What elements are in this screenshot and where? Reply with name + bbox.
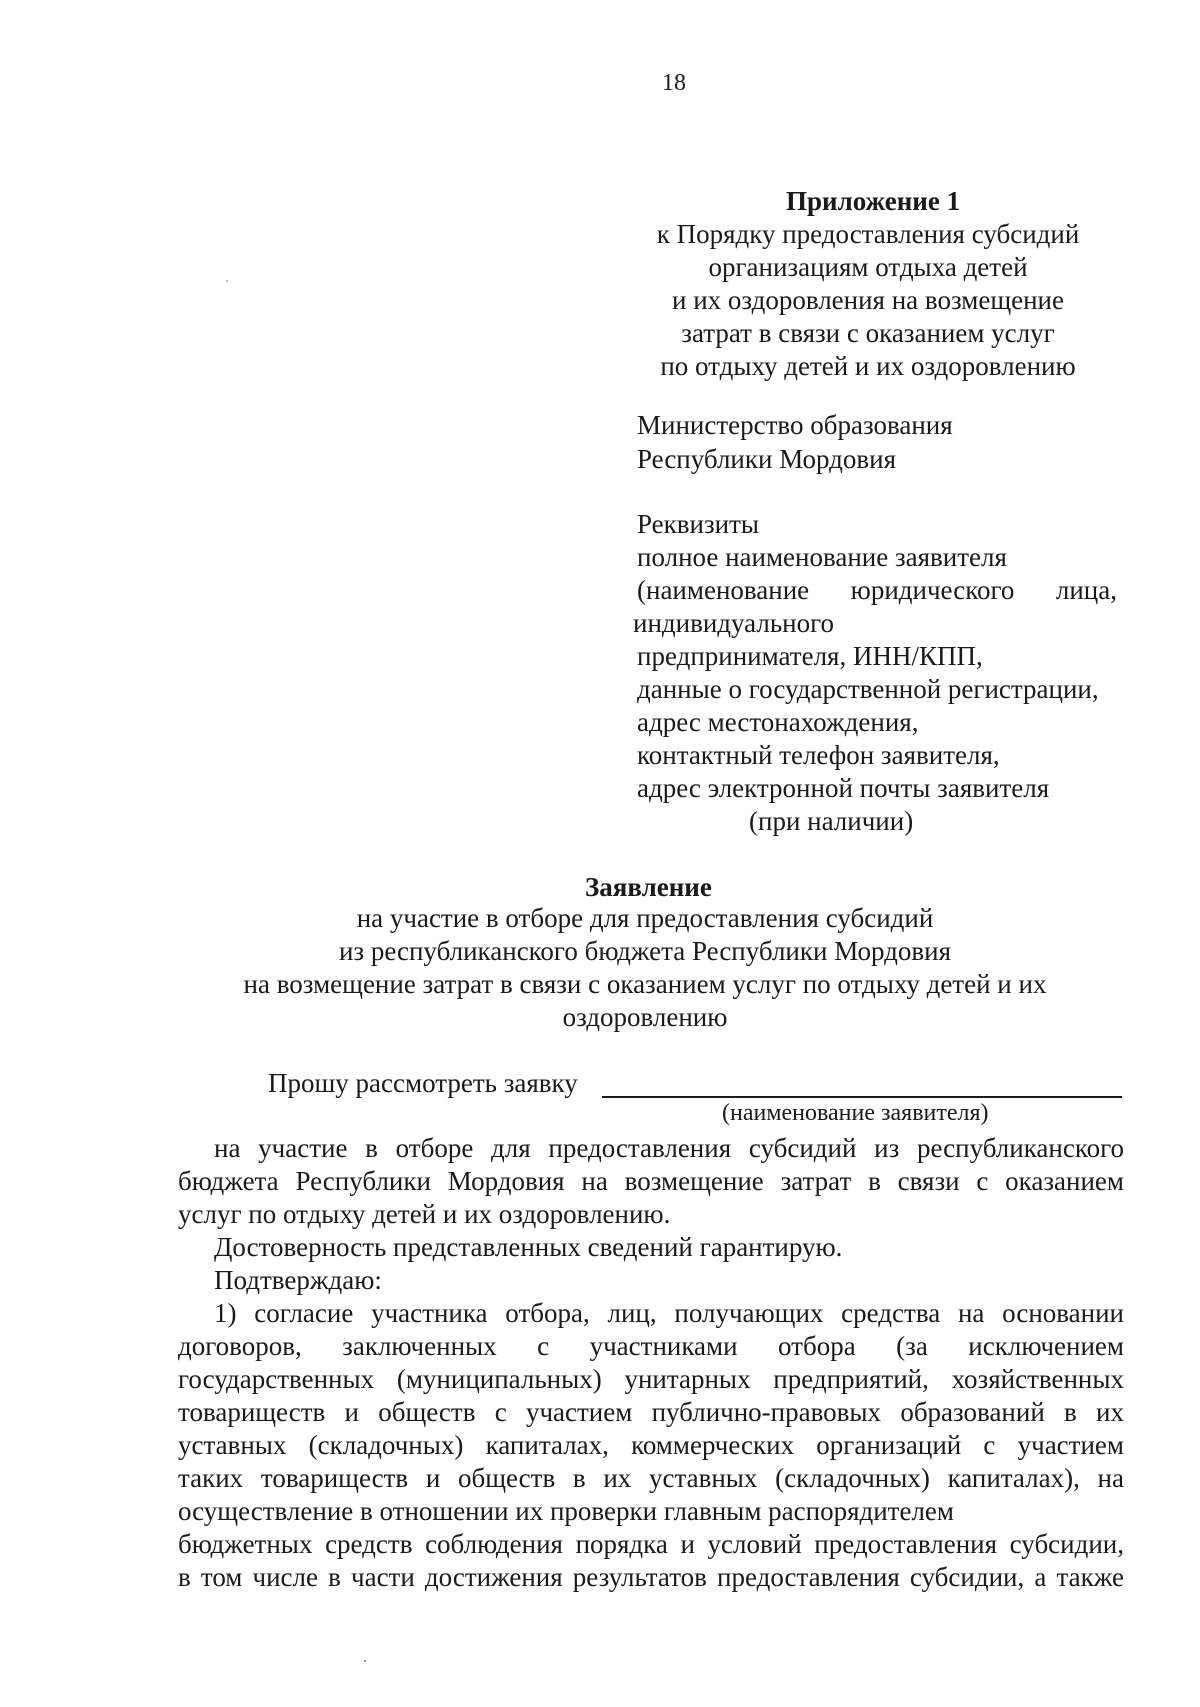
addressee-block — [637, 408, 953, 476]
blank-caption: (наименование заявителя) — [722, 1100, 989, 1126]
appendix-subtitle — [620, 218, 1116, 383]
body-line: таких товариществ и обществ в их уставных (складочных) капиталах), на — [178, 1463, 1124, 1493]
requisites-line: адрес местонахождения, — [637, 707, 919, 737]
statement-line: на участие в отборе для предоставления субсидий — [356, 903, 934, 933]
requisites-line: полное наименование заявителя — [637, 542, 1007, 572]
scan-speck — [364, 1660, 366, 1662]
body-line: уставных (складочных) капиталах, коммерческих организаций с участием — [178, 1430, 1124, 1460]
appendix-line: затрат в связи с оказанием услуг — [681, 318, 1055, 348]
appendix-line: к Порядку предоставления субсидий — [656, 219, 1080, 249]
requisites-heading: Реквизиты — [637, 509, 760, 539]
body-line: осуществление в отношении их проверки главным распорядителем — [178, 1496, 954, 1526]
requisites-word: (наименование — [637, 575, 810, 605]
page-number: 18 — [662, 70, 686, 96]
applicant-name-blank[interactable] — [602, 1096, 1122, 1098]
addressee-line: Министерство образования — [637, 410, 953, 440]
body-line: в том числе в части достижения результатов предоставления субсидии, а также — [178, 1562, 1124, 1592]
body-line: государственных (муниципальных) унитарных предприятий, хозяйственных — [178, 1364, 1124, 1394]
statement-line: из республиканского бюджета Республики Мордовия — [338, 936, 952, 966]
body-line: Подтверждаю: — [214, 1265, 382, 1295]
requisites-word: лица, — [1055, 575, 1117, 605]
requisites-note: (при наличии) — [749, 806, 914, 836]
request-prefix: Прошу рассмотреть заявку — [268, 1068, 578, 1098]
statement-title: Заявление — [585, 872, 712, 902]
requisites-word: юридического — [850, 575, 1015, 605]
requisites-line: адрес электронной почты заявителя — [637, 773, 1050, 803]
body-line: договоров, заключенных с участниками отбора (за исключением — [178, 1331, 1124, 1361]
statement-body — [178, 1132, 1124, 1594]
appendix-line: по отдыху детей и их оздоровлению — [660, 351, 1076, 381]
requisites-line: индивидуального — [633, 608, 835, 638]
requisites-line: предпринимателя, ИНН/КПП, — [637, 641, 983, 671]
body-line: бюджетных средств соблюдения порядка и условий предоставления субсидии, — [178, 1529, 1124, 1559]
body-line: 1) согласие участника отбора, лиц, получающих средства на основании — [214, 1298, 1124, 1328]
requisites-line: контактный телефон заявителя, — [637, 740, 1000, 770]
body-line: на участие в отборе для предоставления субсидий из республиканского — [214, 1133, 1124, 1163]
addressee-line: Республики Мордовия — [637, 444, 897, 474]
scan-speck — [226, 280, 228, 282]
requisites-block — [633, 508, 1117, 838]
statement-line: оздоровлению — [562, 1002, 728, 1032]
appendix-line: и их оздоровления на возмещение — [672, 285, 1064, 315]
body-line: Достоверность представленных сведений гарантирую. — [214, 1232, 843, 1262]
statement-subtitle — [180, 902, 1110, 1034]
requisites-line — [637, 574, 1117, 607]
body-line: бюджета Республики Мордовия на возмещение затрат в связи с оказанием — [178, 1166, 1124, 1196]
body-line: услуг по отдыху детей и их оздоровлению. — [178, 1199, 671, 1229]
requisites-line: данные о государственной регистрации, — [637, 674, 1099, 704]
body-line: товариществ и обществ с участием публично-правовых образований в их — [178, 1397, 1124, 1427]
statement-line: на возмещение затрат в связи с оказанием услуг по отдыху детей и их — [243, 969, 1047, 999]
appendix-title: Приложение 1 — [786, 186, 961, 216]
appendix-line: организациям отдыха детей — [708, 252, 1028, 282]
